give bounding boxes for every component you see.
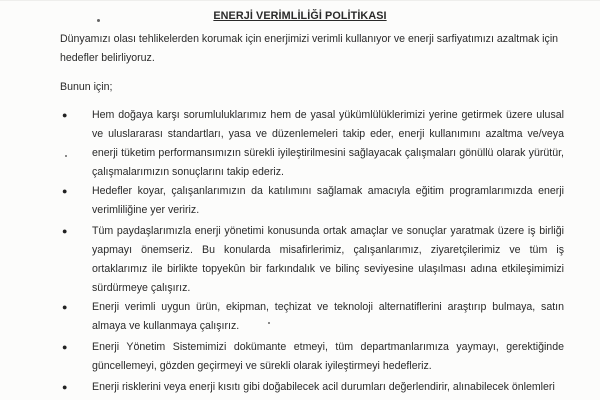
scan-speck [65, 155, 67, 157]
list-item-text: Enerji verimli uygun ürün, ekipman, teçhizat ve teknoloji alternatiflerini araştırıp bulmaya, satın almaya ve kullanmaya çalışırız. [92, 301, 564, 332]
scan-speck [268, 322, 270, 324]
list-item [62, 378, 564, 397]
bullet-icon: ● [62, 226, 68, 236]
bullet-icon: ● [62, 382, 68, 392]
list-item [62, 222, 564, 298]
intro-paragraph: Dünyamızı olası tehlikelerden korumak için enerjimizi verimli kullanıyor ve enerji sarfiyatımızı azaltmak için hedefler belirliyoruz. [60, 33, 559, 64]
list-item-text: Enerji Yönetim Sistemimizi dokümante etmeyi, tüm departmanlarımıza yaymayı, gerektiğinde güncellemeyi, gözden geçirmeyi ve sürekli olarak iyileştirmeyi hedefleriz. [92, 341, 564, 372]
list-item [62, 338, 564, 376]
list-item-text: Hem doğaya karşı sorumluluklarımız hem de yasal yükümlülüklerimizi yerine getirmek üzere ulusal ve uluslararası standartları, yasa ve düzenlemeleri takip eder, enerji kullanımını azaltma ve/veya enerji tüketim performansımızın sürekli iyileştirilmesini sağlayacak çalışmaları gönüllü olarak yürütür, çalışmalarımızın sonuçlarını takip ederiz. [92, 109, 564, 178]
list-item [62, 106, 564, 182]
page-title: ENERJİ VERİMLİLİĞİ POLİTİKASI [213, 10, 387, 22]
bullet-icon: ● [62, 186, 68, 196]
list-item [62, 182, 564, 220]
scan-speck [97, 19, 100, 22]
list-item-text: Tüm paydaşlarımızla enerji yönetimi konusunda ortak amaçlar ve sonuçlar yaratmak üzere iş birliği yapmayı önemseriz. Bu konularda misafirlerimiz, çalışanlarımız, ziyaretçilerimiz ve tüm iş ortaklarımız ile birlikte topyekûn bir farkındalık ve bilinç seviyesine ulaşılması adına etkileşimimizi sürdürmeye çalışırız. [92, 225, 564, 294]
list-item-text: Hedefler koyar, çalışanlarımızın da katılımını sağlamak amacıyla eğitim programlarımızda enerji verimliliğine yer veririz. [92, 185, 564, 216]
scan-edge [0, 0, 600, 1]
bullet-icon: ● [62, 110, 68, 120]
bullet-icon: ● [62, 342, 68, 352]
bullet-icon: ● [62, 302, 68, 312]
list-item [62, 298, 564, 336]
list-item-text: Enerji risklerini veya enerji kısıtı gibi doğabilecek acil durumları değerlendirir, alınabilecek önlemleri [92, 381, 555, 393]
lead-text: Bunun için; [60, 81, 113, 93]
